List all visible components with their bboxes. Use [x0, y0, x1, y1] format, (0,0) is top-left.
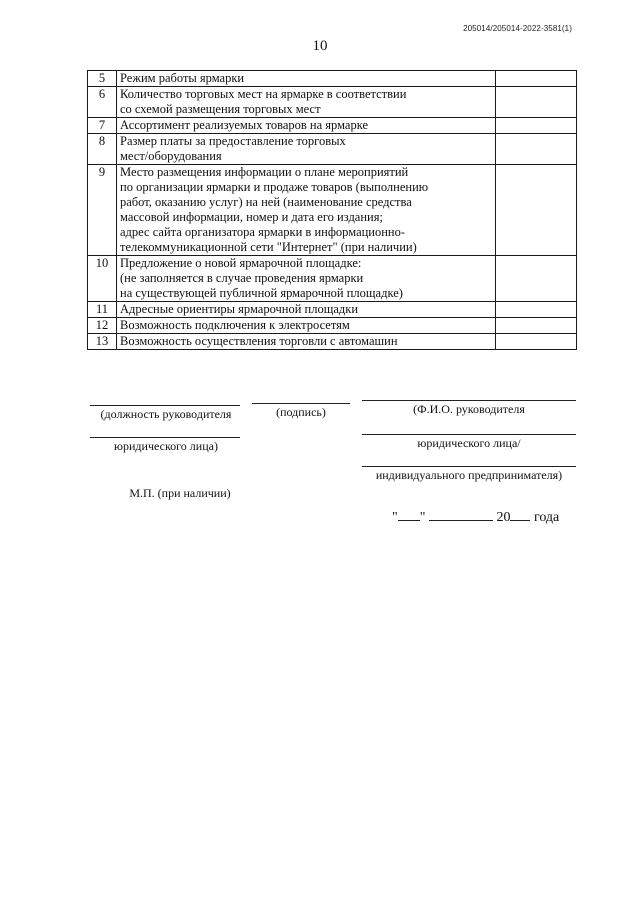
row-number: 8 [88, 134, 117, 165]
fio-line-3 [362, 466, 576, 467]
date-open-quote: " [392, 510, 398, 525]
row-label: Адресные ориентиры ярмарочной площадки [117, 302, 496, 318]
row-number: 11 [88, 302, 117, 318]
date-line [392, 508, 559, 526]
row-value-cell[interactable] [496, 71, 577, 87]
fio-line-2 [362, 434, 576, 435]
row-value-cell[interactable] [496, 118, 577, 134]
position-label: (должность руководителя [100, 407, 232, 421]
row-label: Ассортимент реализуемых товаров на ярмарке [117, 118, 496, 134]
day-blank [398, 508, 420, 521]
table-row [88, 71, 577, 87]
year-word: года [533, 510, 560, 525]
fio-label-2: юридического лица/ [417, 436, 521, 450]
row-label: Предложение о новой ярмарочной площадке: (не заполняется в случае проведения ярмарки на существующей публичной ярмарочной площадке) [117, 256, 496, 302]
row-value-cell[interactable] [496, 87, 577, 118]
row-number: 10 [88, 256, 117, 302]
year-blank [510, 508, 530, 521]
row-value-cell[interactable] [496, 302, 577, 318]
page-number: 10 [312, 38, 328, 54]
row-value-cell[interactable] [496, 318, 577, 334]
table-row [88, 165, 577, 256]
row-number: 7 [88, 118, 117, 134]
fio-label: (Ф.И.О. руководителя [413, 402, 525, 416]
row-value-cell[interactable] [496, 134, 577, 165]
sign-label: (подпись) [276, 405, 326, 419]
row-value-cell[interactable] [496, 165, 577, 256]
row-label: Количество торговых мест на ярмарке в соответствии со схемой размещения торговых мест [117, 87, 496, 118]
table-row [88, 256, 577, 302]
position-label-2: юридического лица) [114, 439, 218, 453]
row-number: 12 [88, 318, 117, 334]
row-number: 9 [88, 165, 117, 256]
row-label: Режим работы ярмарки [117, 71, 496, 87]
date-close-quote: " [419, 510, 426, 525]
row-label: Возможность осуществления торговли с автомашин [117, 334, 496, 350]
stamp-label: М.П. (при наличии) [129, 486, 231, 500]
table-row [88, 118, 577, 134]
month-blank [429, 508, 493, 521]
row-number: 6 [88, 87, 117, 118]
fio-line [362, 400, 576, 401]
position-line [90, 405, 240, 406]
row-label: Место размещения информации о плане мероприятий по организации ярмарки и продаже товаров (выполнению работ, оказанию услуг) на ней (наименование средства массовой информации, номер и дата его издания; адрес сайта организатора ярмарки в информационно- телекоммуникационной сети "Интернет" (при наличии) [117, 165, 496, 256]
row-number: 5 [88, 71, 117, 87]
row-label: Размер платы за предоставление торговых мест/оборудования [117, 134, 496, 165]
table-row [88, 134, 577, 165]
fio-label-3: индивидуального предпринимателя) [375, 468, 563, 482]
row-value-cell[interactable] [496, 334, 577, 350]
table-row [88, 87, 577, 118]
table-row [88, 334, 577, 350]
requirements-table [87, 70, 577, 350]
signature-line [252, 403, 350, 404]
table-row [88, 318, 577, 334]
document-id: 205014/205014-2022-3581(1) [463, 24, 572, 33]
row-label: Возможность подключения к электросетям [117, 318, 496, 334]
row-value-cell[interactable] [496, 256, 577, 302]
table-row [88, 302, 577, 318]
row-number: 13 [88, 334, 117, 350]
position-line-2 [90, 437, 240, 438]
year-prefix: 20 [496, 510, 511, 525]
